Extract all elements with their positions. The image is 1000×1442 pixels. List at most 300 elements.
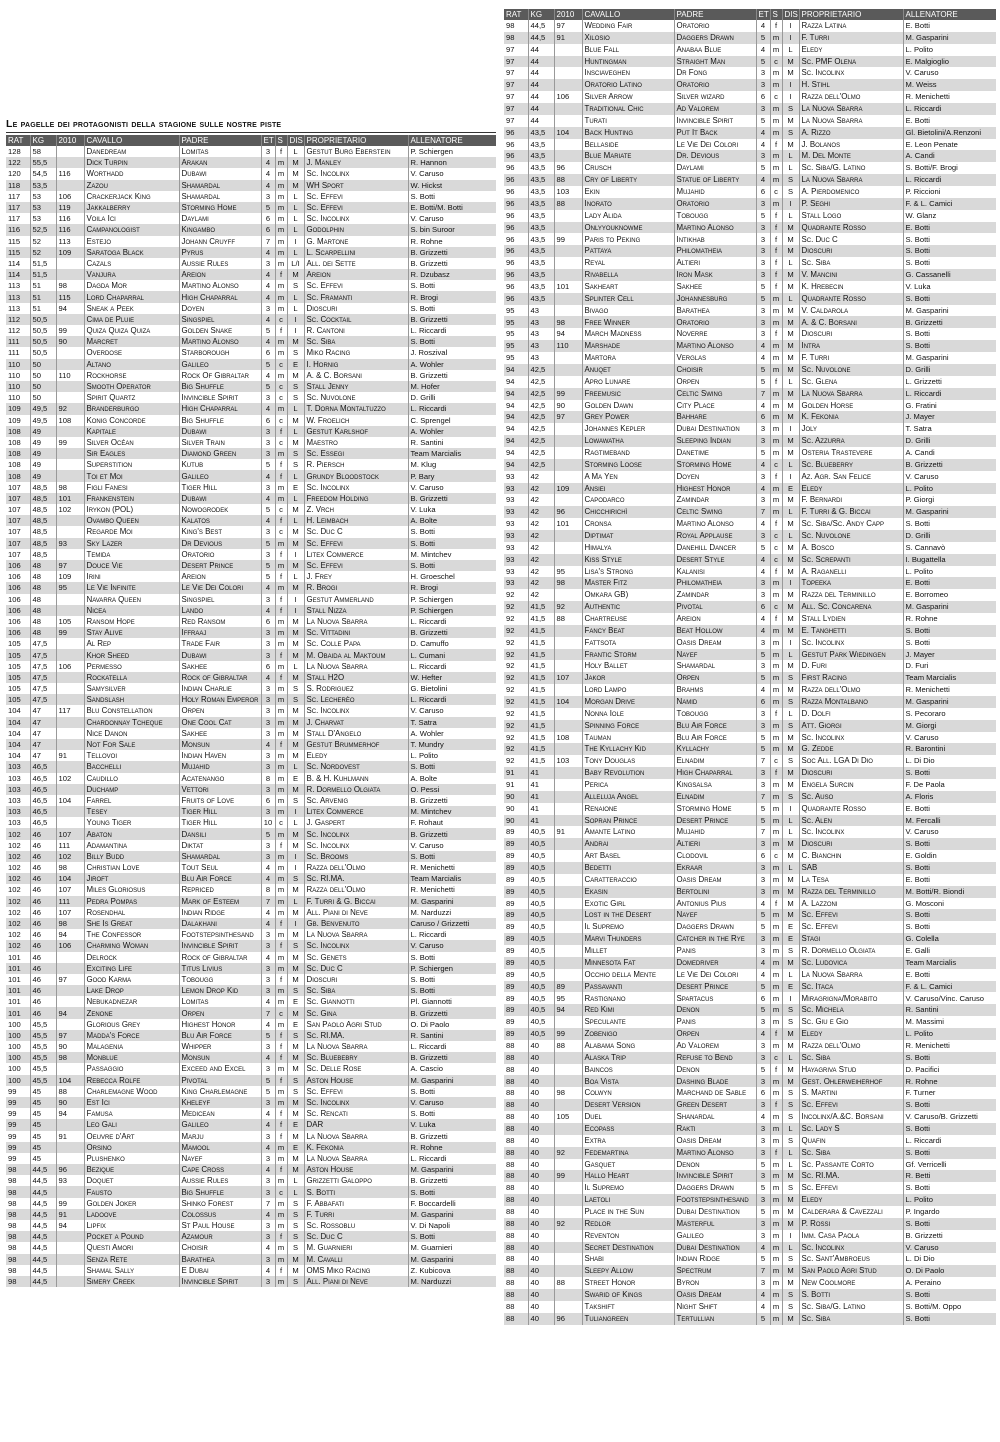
cell-distance: M (287, 1063, 304, 1074)
cell-distance: S (287, 1242, 304, 1253)
cell-age: 5 (261, 1086, 275, 1097)
cell-kg: 52 (30, 247, 56, 258)
cell-sex: m (275, 683, 287, 694)
cell-horse: Estejo (84, 236, 179, 247)
cell-horse: Young Tiger (84, 817, 179, 828)
cell-trainer: D. Grilli (408, 392, 496, 403)
cell-sire: Bahhare (674, 411, 756, 423)
cell-sex: m (275, 952, 287, 963)
cell-sex: c (275, 392, 287, 403)
cell-age: 5 (756, 1206, 770, 1218)
cell-horse: Charlemagne Wood (84, 1086, 179, 1097)
cell-sex: m (275, 705, 287, 716)
cell-age: 3 (756, 577, 770, 589)
cell-age: 6 (756, 1087, 770, 1099)
cell-sire: Aussie Rules (179, 1175, 261, 1186)
cell-kg: 47 (30, 750, 56, 761)
cell-rating: 107 (6, 482, 30, 493)
cell-owner: Sc. RI.MA. (799, 1170, 903, 1182)
cell-rating: 92 (504, 589, 528, 601)
cell-sire: Diktat (179, 840, 261, 851)
cell-trainer: S. Pecoraro (903, 708, 996, 720)
cell-sex: f (275, 739, 287, 750)
cell-owner: Sc. Incolinx (304, 840, 408, 851)
cell-trainer: M. Gasparini (903, 601, 996, 613)
cell-kg: 42 (528, 518, 554, 530)
cell-owner: Sc. Effevi (304, 280, 408, 291)
cell-trainer: D. Grilli (903, 435, 996, 447)
cell-rating: 103 (6, 806, 30, 817)
cell-horse: Amante Latino (582, 826, 674, 838)
table-row (6, 1108, 496, 1119)
cell-rating: 88 (504, 1147, 528, 1159)
table-row (504, 471, 996, 483)
cell-sire: Medicean (179, 1108, 261, 1119)
cell-kg: 46,5 (30, 817, 56, 828)
cell-rating: 104 (6, 750, 30, 761)
cell-trainer: S. Botti (408, 1231, 496, 1242)
cell-horse: Freemusic (582, 388, 674, 400)
cell-sex: m (275, 638, 287, 649)
cell-sire: Mujahid (674, 826, 756, 838)
cell-rating: 100 (6, 1075, 30, 1086)
cell-sire: Dubawi (179, 649, 261, 660)
cell-kg: 44,5 (528, 32, 554, 44)
cell-horse: Stay Alive (84, 627, 179, 638)
cell-rating: 92 (504, 637, 528, 649)
cell-age: 3 (261, 974, 275, 985)
cell-horse: Xilosio (582, 32, 674, 44)
cell-distance: L (782, 708, 799, 720)
cell-rating: 106 (6, 571, 30, 582)
cell-sire: Shinko Forest (179, 1198, 261, 1209)
table-row (504, 198, 996, 210)
cell-rating: 108 (6, 448, 30, 459)
cell-trainer: P. Schiergen (408, 963, 496, 974)
table-row (6, 1142, 496, 1153)
cell-rating: 96 (504, 245, 528, 257)
cell-rating: 98 (6, 1164, 30, 1175)
cell-kg: 43,5 (528, 127, 554, 139)
cell-rating-2010 (56, 1265, 84, 1276)
cell-sire: City Place (674, 400, 756, 412)
cell-rating-2010 (56, 728, 84, 739)
cell-rating-2010: 108 (56, 415, 84, 426)
cell-rating-2010 (56, 952, 84, 963)
cell-rating-2010: 96 (554, 506, 582, 518)
cell-horse: Dick Turpin (84, 157, 179, 168)
table-row (6, 325, 496, 336)
cell-age: 5 (756, 447, 770, 459)
cell-age: 4 (261, 180, 275, 191)
cell-sex: m (770, 293, 782, 305)
cell-rating: 88 (504, 1313, 528, 1325)
cell-horse: Diptimat (582, 530, 674, 542)
cell-rating: 90 (504, 815, 528, 827)
cell-sex: c (770, 56, 782, 68)
cell-owner: Soc All. LGA Di Dio (799, 755, 903, 767)
cell-horse: Cronsa (582, 518, 674, 530)
cell-sire: Exceed and Excel (179, 1063, 261, 1074)
cell-rating-2010 (554, 684, 582, 696)
cell-sex: f (770, 376, 782, 388)
cell-rating-2010: 98 (56, 482, 84, 493)
cell-rating: 109 (6, 415, 30, 426)
cell-kg: 41,5 (528, 637, 554, 649)
table-row (504, 732, 996, 744)
cell-kg: 43,5 (528, 293, 554, 305)
cell-sex: m (770, 815, 782, 827)
cell-distance: M (287, 705, 304, 716)
cell-trainer: M. Narduzzi (408, 1276, 496, 1287)
cell-rating-2010 (554, 364, 582, 376)
cell-owner: Sc. Auso (799, 791, 903, 803)
table-row (6, 493, 496, 504)
cell-distance: M (782, 1313, 799, 1325)
cell-rating-2010: 110 (554, 340, 582, 352)
cell-sire: Kyllachy (674, 743, 756, 755)
cell-kg: 44,5 (30, 1231, 56, 1242)
cell-rating-2010 (56, 638, 84, 649)
cell-rating-2010 (56, 594, 84, 605)
cell-sex: c (770, 186, 782, 198)
cell-sex: m (770, 115, 782, 127)
cell-horse: Lowawatha (582, 435, 674, 447)
table-row (6, 314, 496, 325)
cell-owner: J. Bolanos (799, 139, 903, 151)
cell-kg: 40 (528, 1206, 554, 1218)
cell-rating-2010: 111 (56, 840, 84, 851)
cell-trainer: S. Botti (903, 1218, 996, 1230)
cell-age: 5 (261, 1030, 275, 1041)
cell-rating: 115 (6, 247, 30, 258)
cell-owner: Sc. Duc C (304, 1231, 408, 1242)
cell-horse: Abaton (84, 828, 179, 839)
cell-rating-2010 (56, 448, 84, 459)
table-row (6, 851, 496, 862)
cell-horse: Irykon (POL) (84, 504, 179, 515)
cell-kg: 47 (30, 717, 56, 728)
cell-owner: Sc. Siba/G. Latino (799, 162, 903, 174)
cell-trainer: E. Leon Penate (903, 139, 996, 151)
table-row (6, 1097, 496, 1108)
cell-sex: f (770, 328, 782, 340)
cell-horse: Doquet (84, 1175, 179, 1186)
cell-kg: 40 (528, 1159, 554, 1171)
table-row (6, 1242, 496, 1253)
cell-horse: Speculante (582, 1016, 674, 1028)
cell-distance: L (782, 649, 799, 661)
cell-sire: Refuse to Bend (674, 1052, 756, 1064)
cell-owner: Razza dell'Olmo (304, 862, 408, 873)
cell-distance: L (287, 146, 304, 157)
cell-sex: c (275, 359, 287, 370)
cell-trainer: T. Satra (903, 423, 996, 435)
cell-rating-2010: 98 (56, 862, 84, 873)
cell-trainer: D. Grilli (903, 530, 996, 542)
cell-horse: Johannes Kepler (582, 423, 674, 435)
cell-rating-2010 (554, 1265, 582, 1277)
cell-trainer: S. Botti (408, 761, 496, 772)
table-row (504, 791, 996, 803)
cell-sire: Oratorio (674, 20, 756, 32)
cell-horse: Place in the Sun (582, 1206, 674, 1218)
table-row (6, 415, 496, 426)
cell-age: 3 (756, 779, 770, 791)
cell-rating: 98 (6, 1175, 30, 1186)
table-row (504, 281, 996, 293)
cell-sire: Holy Roman Emperor (179, 694, 261, 705)
cell-sire: Dubawi (179, 168, 261, 179)
cell-owner: Stall Lydien (799, 613, 903, 625)
cell-owner: J. Frey (304, 571, 408, 582)
cell-sire: Danehill Dancer (674, 542, 756, 554)
cell-horse: Jiroft (84, 873, 179, 884)
cell-rating: 102 (6, 918, 30, 929)
cell-distance: L (782, 969, 799, 981)
cell-distance: M (782, 767, 799, 779)
cell-kg: 46 (30, 918, 56, 929)
cell-sex: f (275, 325, 287, 336)
cell-horse: Est Ici (84, 1097, 179, 1108)
cell-kg: 43 (528, 328, 554, 340)
cell-sex: m (275, 616, 287, 627)
table-row (6, 739, 496, 750)
table-row (504, 139, 996, 151)
cell-distance: M (782, 340, 799, 352)
cell-horse: Alleluja Angel (582, 791, 674, 803)
cell-distance: I (287, 605, 304, 616)
cell-owner: Sc. Siba/G. Latino (799, 1301, 903, 1313)
cell-rating: 101 (6, 1007, 30, 1018)
cell-rating: 98 (6, 1242, 30, 1253)
cell-trainer: L. Polito (903, 483, 996, 495)
cell-rating: 105 (6, 694, 30, 705)
cell-kg: 41,5 (528, 625, 554, 637)
cell-distance: L (287, 571, 304, 582)
cell-trainer: S. Botti (903, 1052, 996, 1064)
cell-age: 5 (261, 538, 275, 549)
cell-kg: 48,5 (30, 515, 56, 526)
cell-kg: 42,5 (528, 376, 554, 388)
cell-owner: Razza del Terminillo (799, 589, 903, 601)
cell-age: 5 (261, 1075, 275, 1086)
cell-rating: 88 (504, 1301, 528, 1313)
cell-owner: Sc. Effevi (799, 909, 903, 921)
cell-age: 6 (756, 850, 770, 862)
table-row (6, 795, 496, 806)
cell-kg: 40 (528, 1277, 554, 1289)
cell-owner: La Nuova Sbarra (304, 1041, 408, 1052)
cell-sex: f (275, 459, 287, 470)
cell-trainer: M. Gasparini (903, 696, 996, 708)
cell-owner: Sc. Effevi (799, 1099, 903, 1111)
cell-trainer: Caruso / Grizzetti (408, 918, 496, 929)
cell-sire: Namid (674, 696, 756, 708)
cell-sire: Martino Alonso (674, 222, 756, 234)
cell-kg: 40,5 (528, 1004, 554, 1016)
cell-trainer: A. Cascio (408, 1063, 496, 1074)
cell-distance: M (287, 638, 304, 649)
header-distance: DIS (782, 9, 799, 20)
cell-trainer: A. Wohler (408, 728, 496, 739)
cell-sire: St Paul House (179, 1220, 261, 1231)
cell-distance: M (287, 963, 304, 974)
cell-kg: 46 (30, 985, 56, 996)
cell-rating-2010: 97 (56, 974, 84, 985)
cell-age: 4 (261, 907, 275, 918)
table-row (6, 224, 496, 235)
cell-rating-2010 (56, 739, 84, 750)
cell-rating: 98 (504, 32, 528, 44)
cell-rating: 93 (504, 566, 528, 578)
cell-kg: 40,5 (528, 862, 554, 874)
cell-trainer: W. Hickst (408, 180, 496, 191)
cell-horse: Christian Love (84, 862, 179, 873)
cell-rating: 94 (504, 459, 528, 471)
cell-kg: 44,5 (30, 1242, 56, 1253)
cell-trainer: S. Botti (408, 851, 496, 862)
cell-trainer: V. Caruso (408, 213, 496, 224)
cell-sex: f (275, 549, 287, 560)
cell-kg: 46 (30, 940, 56, 951)
cell-horse: Nice Danon (84, 728, 179, 739)
cell-owner: Sc. Lady S (799, 1123, 903, 1135)
cell-sire: Oasis Dream (674, 637, 756, 649)
cell-owner: Sc. Genets (304, 952, 408, 963)
table-row (504, 530, 996, 542)
cell-rating: 93 (504, 542, 528, 554)
cell-distance: E (782, 933, 799, 945)
cell-sex: m (770, 992, 782, 1004)
cell-rating-2010 (554, 1064, 582, 1076)
cell-rating: 100 (6, 1052, 30, 1063)
cell-sire: Iron Mask (674, 269, 756, 281)
cell-rating: 105 (6, 638, 30, 649)
cell-distance: M (287, 1108, 304, 1119)
cell-sire: Byron (674, 1277, 756, 1289)
cell-rating-2010: 91 (56, 750, 84, 761)
cell-rating-2010 (56, 649, 84, 660)
cell-sex: f (770, 257, 782, 269)
cell-age: 3 (756, 1147, 770, 1159)
cell-kg: 48 (30, 571, 56, 582)
cell-trainer: S. Botti (903, 862, 996, 874)
cell-distance: M (782, 542, 799, 554)
cell-sire: Denon (674, 1064, 756, 1076)
cell-rating-2010: 107 (56, 828, 84, 839)
cell-sex: m (770, 103, 782, 115)
cell-owner: Aston House (304, 1164, 408, 1175)
table-row (6, 303, 496, 314)
cell-distance: L (782, 162, 799, 174)
cell-rating-2010 (554, 1242, 582, 1254)
cell-trainer: A. Bolte (408, 515, 496, 526)
cell-rating-2010 (56, 1153, 84, 1164)
cell-rating: 105 (6, 649, 30, 660)
cell-age: 3 (756, 471, 770, 483)
cell-sire: Mamool (179, 1142, 261, 1153)
cell-kg: 44,5 (30, 1220, 56, 1231)
cell-kg: 47,5 (30, 672, 56, 683)
cell-trainer: D. Pacifici (903, 1064, 996, 1076)
cell-rating: 95 (504, 305, 528, 317)
cell-owner: P. Rossi (799, 1218, 903, 1230)
table-row (6, 649, 496, 660)
cell-rating: 88 (504, 1052, 528, 1064)
cell-rating-2010: 108 (554, 732, 582, 744)
cell-distance: S (782, 1289, 799, 1301)
cell-rating-2010: 95 (554, 566, 582, 578)
cell-rating: 102 (6, 828, 30, 839)
cell-rating: 100 (6, 1019, 30, 1030)
cell-distance: M (287, 415, 304, 426)
cell-kg: 48 (30, 582, 56, 593)
cell-sire: Nowogrodek (179, 504, 261, 515)
cell-trainer: A. Candi (903, 447, 996, 459)
cell-age: 5 (261, 560, 275, 571)
cell-owner: Sc. Blueberry (799, 459, 903, 471)
cell-sire: Zamindar (674, 494, 756, 506)
cell-kg: 46 (30, 1007, 56, 1018)
cell-rating: 94 (504, 435, 528, 447)
cell-horse: Spinning Force (582, 720, 674, 732)
cell-owner: T. Dorna Montaltuzzo (304, 403, 408, 414)
cell-sire: Footstepsinthesand (179, 929, 261, 940)
cell-rating-2010 (554, 1230, 582, 1242)
cell-sire: Kalanisi (674, 566, 756, 578)
cell-horse: Not For Sale (84, 739, 179, 750)
cell-horse: Authentic (582, 601, 674, 613)
cell-distance: M (782, 269, 799, 281)
cell-trainer: F. & L. Camici (903, 981, 996, 993)
cell-distance: L (782, 210, 799, 222)
cell-rating: 96 (504, 233, 528, 245)
cell-horse: Frantic Storm (582, 649, 674, 661)
cell-sire: Put It Back (674, 127, 756, 139)
cell-sire: Oasis Dream (674, 874, 756, 886)
cell-age: 3 (756, 245, 770, 257)
cell-age: 4 (261, 247, 275, 258)
cell-rating: 92 (504, 755, 528, 767)
cell-owner: Sc. Itaca (799, 981, 903, 993)
cell-sex: f (275, 146, 287, 157)
cell-rating: 89 (504, 945, 528, 957)
cell-trainer: B. Grizzetti (408, 795, 496, 806)
cell-sire: Kingambo (179, 224, 261, 235)
cell-sex: m (275, 862, 287, 873)
cell-rating-2010 (554, 909, 582, 921)
cell-trainer: G. Mosconi (903, 898, 996, 910)
cell-owner: La Nuova Sbarra (799, 388, 903, 400)
table-row (504, 1064, 996, 1076)
cell-rating-2010 (554, 957, 582, 969)
cell-owner: Sc. Nordovest (304, 761, 408, 772)
table-row (504, 340, 996, 352)
table-row (504, 67, 996, 79)
cell-sire: Martino Alonso (179, 280, 261, 291)
cell-sex: m (770, 696, 782, 708)
cell-sex: m (770, 127, 782, 139)
cell-sire: Desert Style (674, 554, 756, 566)
cell-horse: Sky Lazer (84, 538, 179, 549)
cell-kg: 40 (528, 1170, 554, 1182)
cell-sex: f (770, 222, 782, 234)
table-row (504, 423, 996, 435)
cell-kg: 40,5 (528, 1028, 554, 1040)
cell-distance: M (782, 494, 799, 506)
cell-kg: 43,5 (528, 233, 554, 245)
